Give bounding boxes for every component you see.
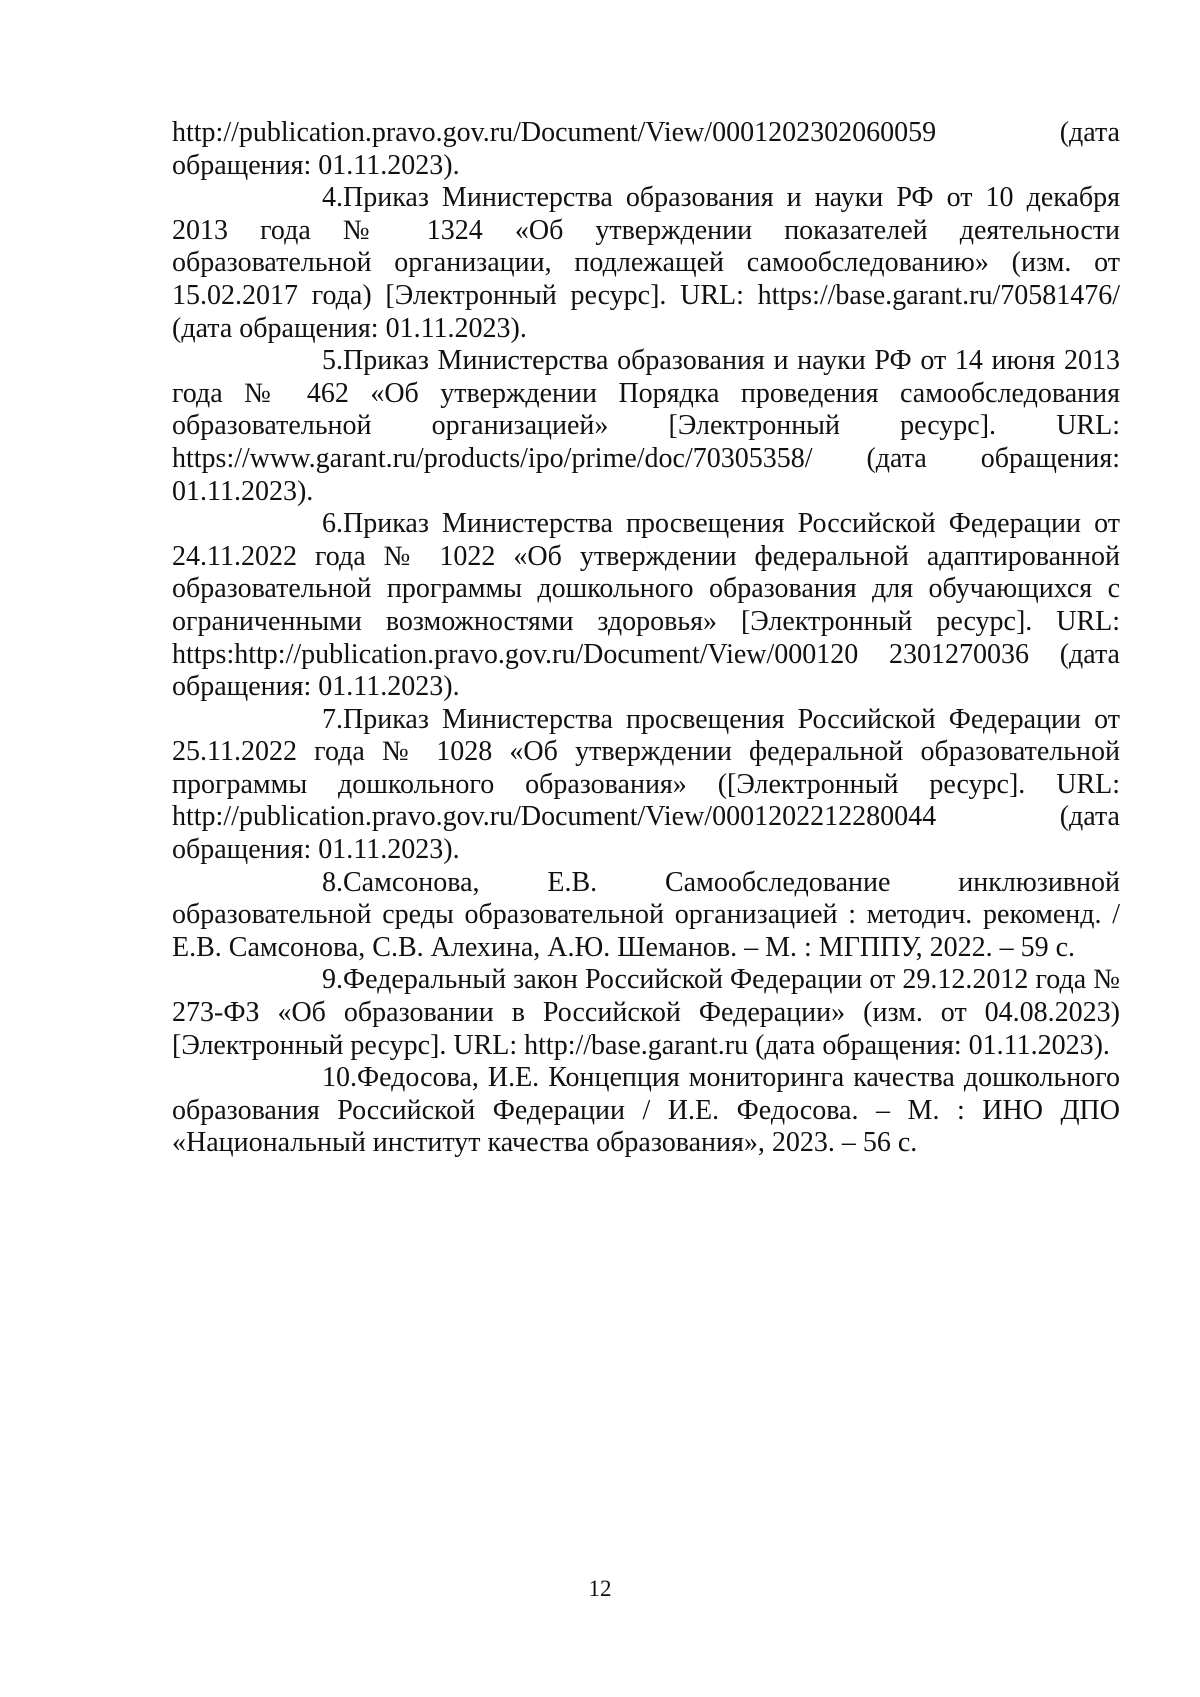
- reference-text: Приказ Министерства просвещения Российской Федерации от 25.11.2022 года № 1028 «Об утверждении федеральной образовательной программы дошкольного образования» ([Электронный ресурс]. URL: http://publication.pravo.gov.ru/Document/View/0001202212280044 (дата обращения: 01.11.2023).: [172, 704, 1120, 865]
- reference-text: Приказ Министерства просвещения Российской Федерации от 24.11.2022 года № 1022 «Об утверждении федеральной адаптированной образовательной программы дошкольного образования для обучающихся с ограниченными возможностями здоровья» [Электронный ресурс]. URL: https:http://publication.pravo.gov.ru/Document/View/000120 2301270036 (дата обращения: 01.11.2023).: [172, 508, 1120, 702]
- reference-text: Самсонова, Е.В. Самообследование инклюзивной образовательной среды образовательной организацией : методич. рекоменд. / Е.В. Самсонова, С.В. Алехина, А.Ю. Шеманов. – М. : МГППУ, 2022. – 59 с.: [172, 867, 1120, 963]
- reference-text: Федосова, И.Е. Концепция мониторинга качества дошкольного образования Российской Федерации / И.Е. Федосова. – М. : ИНО ДПО «Национальный институт качества образования», 2023. – 56 с.: [172, 1062, 1120, 1158]
- reference-continuation: http://publication.pravo.gov.ru/Document/View/0001202302060059 (дата обращения: 01.11.2023).: [172, 117, 1120, 182]
- reference-number: 9.: [247, 964, 343, 997]
- reference-list: [172, 117, 1120, 1160]
- reference-number: 6.: [247, 508, 343, 541]
- reference-number: 10.: [247, 1062, 357, 1095]
- reference-item-5: [172, 345, 1120, 508]
- reference-item-9: [172, 964, 1120, 1062]
- reference-number: 8.: [247, 867, 343, 900]
- page-number: 12: [0, 1576, 1200, 1602]
- reference-text: Приказ Министерства образования и науки РФ от 14 июня 2013 года № 462 «Об утверждении Порядка проведения самообследования образовательной организацией» [Электронный ресурс]. URL: https://www.garant.ru/products/ipo/prime/doc/70305358/ (дата обращения: 01.11.2023).: [172, 345, 1120, 506]
- document-page: [0, 0, 1200, 1697]
- reference-text: Федеральный закон Российской Федерации от 29.12.2012 года № 273-ФЗ «Об образовании в Российской Федерации» (изм. от 04.08.2023) [Электронный ресурс]. URL: http://base.garant.ru (дата обращения: 01.11.2023).: [172, 964, 1120, 1060]
- reference-item-6: [172, 508, 1120, 704]
- reference-number: 7.: [247, 704, 343, 737]
- reference-number: 5.: [247, 345, 343, 378]
- reference-number: 4.: [247, 182, 343, 215]
- reference-item-8: [172, 867, 1120, 965]
- reference-item-7: [172, 704, 1120, 867]
- reference-item-4: [172, 182, 1120, 345]
- reference-item-10: [172, 1062, 1120, 1160]
- reference-text: Приказ Министерства образования и науки РФ от 10 декабря 2013 года № 1324 «Об утверждении показателей деятельности образовательной организации, подлежащей самообследованию» (изм. от 15.02.2017 года) [Электронный ресурс]. URL: https://base.garant.ru/70581476/ (дата обращения: 01.11.2023).: [172, 182, 1120, 343]
